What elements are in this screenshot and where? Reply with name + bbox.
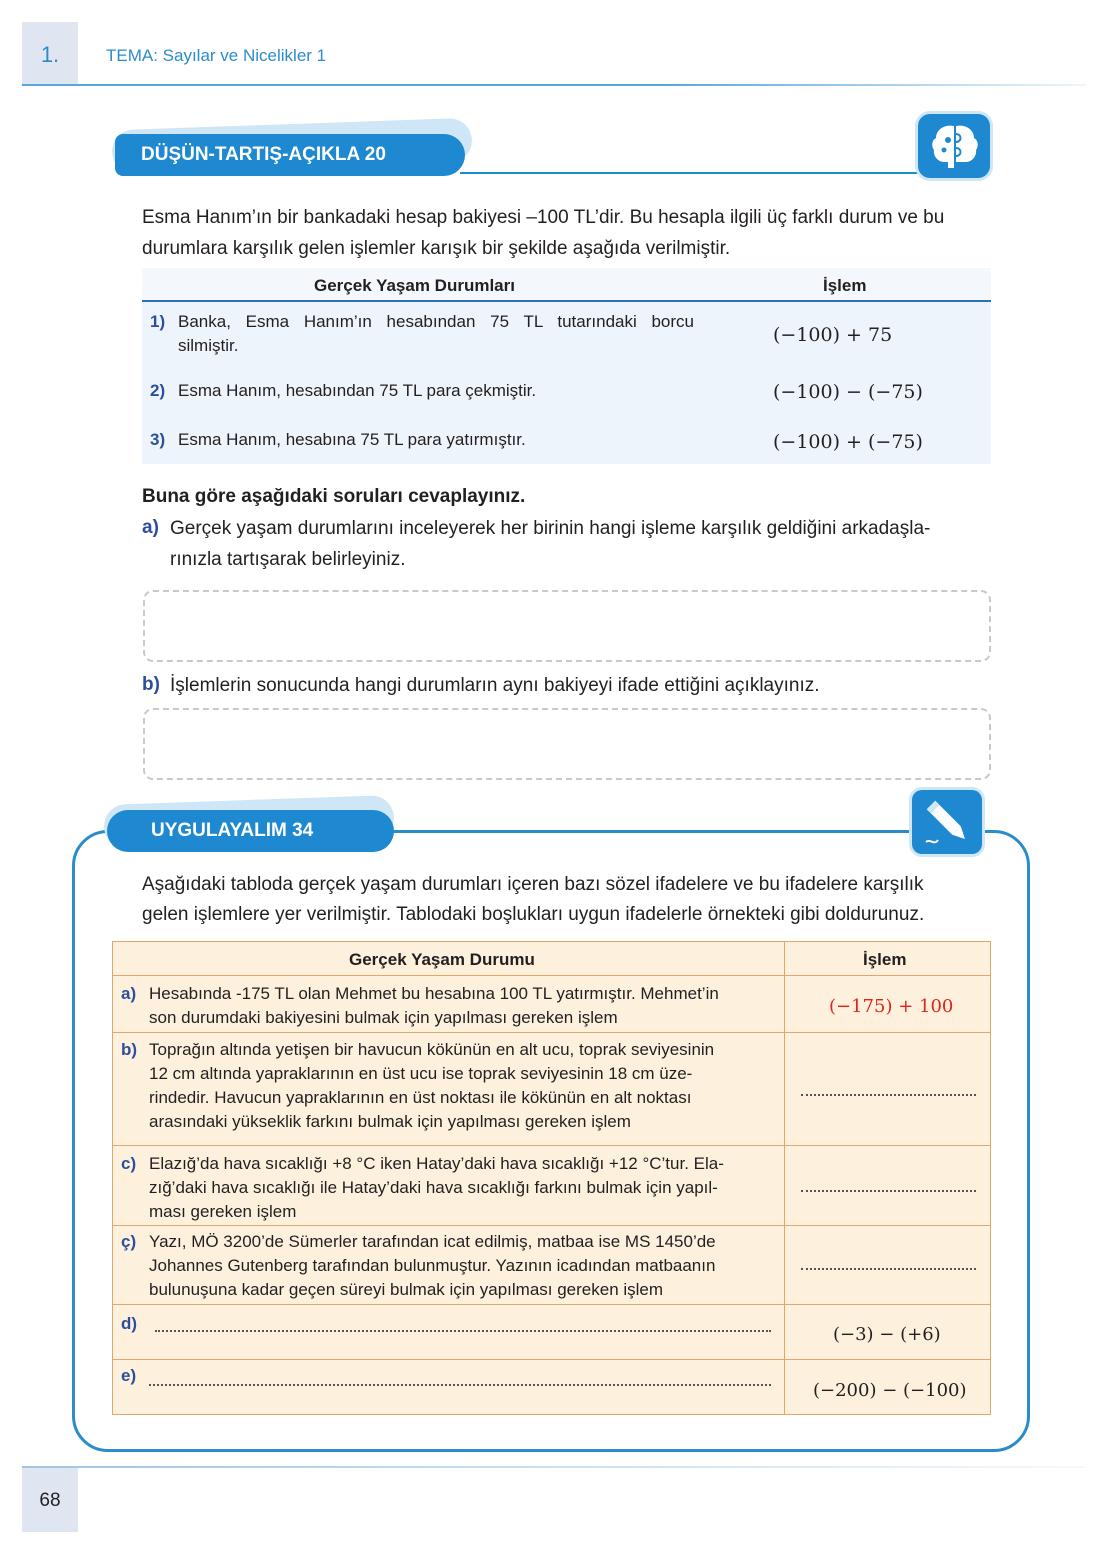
row-text: arasındaki yükseklik farkını bulmak için yapılması gereken işlem	[149, 1112, 631, 1131]
row-text: bulunuşuna kadar geçen süreyi bulmak için yapılması gereken işlem	[149, 1280, 664, 1299]
theme-title: TEMA: Sayılar ve Nicelikler 1	[106, 46, 327, 65]
section1-intro-line1: Esma Hanım’ın bir bankadaki hesap bakiyesi –100 TL’dir. Bu hesapla ilgili üç farklı durum ve bu	[142, 207, 945, 228]
row-letter: e)	[121, 1366, 137, 1385]
example-operation: (−175) + 100	[829, 996, 954, 1017]
row-letter: a)	[121, 984, 137, 1003]
question-b-line1: İşlemlerin sonucunda hangi durumların aynı bakiyeyi ifade ettiğini açıklayınız.	[170, 675, 820, 696]
page-number: 68	[39, 1490, 61, 1511]
question-a-line1: Gerçek yaşam durumlarını inceleyerek her birinin hangi işleme karşılık geldiğini arkadaşla-	[170, 518, 931, 539]
section1-title: DÜŞÜN-TARTIŞ-AÇIKLA 20	[115, 134, 465, 176]
page-number-box	[22, 1468, 78, 1532]
row-text: Yazı, MÖ 3200’de Sümerler tarafından icat edilmiş, matbaa ise MS 1450’de	[149, 1232, 716, 1251]
row-divider	[113, 1032, 990, 1033]
row-divider	[113, 1304, 990, 1305]
row-divider	[113, 1145, 990, 1146]
row-text: 12 cm altında yapraklarının en üst ucu ise toprak seviyesinin 18 cm üze-	[149, 1064, 693, 1083]
row-divider	[113, 1225, 990, 1226]
question-b-letter: b)	[142, 674, 160, 695]
footer-divider	[22, 1466, 1086, 1468]
answer-box-b[interactable]	[143, 708, 991, 780]
row-text: silmiştir.	[178, 336, 239, 355]
section2-intro-line2: gelen işlemlere yer verilmiştir. Tablodaki boşlukları uygun ifadelerle örnekteki gibi doldurunuz.	[142, 904, 925, 925]
row-letter: ç)	[121, 1232, 137, 1251]
section1-rule	[460, 172, 920, 174]
operation-cell: (−200) − (−100)	[813, 1380, 967, 1401]
answer-box-a[interactable]	[143, 590, 991, 662]
chapter-number: 1.	[40, 42, 60, 67]
header-divider	[22, 84, 1086, 86]
row-text: ması gereken işlem	[149, 1202, 297, 1221]
operation-blank[interactable]	[801, 1094, 976, 1096]
situation-blank[interactable]	[149, 1384, 771, 1386]
question-a-line2: rınızla tartışarak belirleyiniz.	[170, 549, 406, 570]
situation-blank[interactable]	[155, 1330, 771, 1332]
row-letter: c)	[121, 1154, 137, 1173]
table-header	[142, 268, 991, 302]
operation-blank[interactable]	[801, 1268, 976, 1270]
row-divider	[113, 1359, 990, 1360]
row-letter: d)	[121, 1314, 138, 1333]
row-text: Esma Hanım, hesabından 75 TL para çekmiştir.	[178, 381, 537, 400]
row-number: 1)	[150, 312, 166, 331]
column-header-operation: İşlem	[823, 276, 867, 295]
section1-intro-line2: durumlara karşılık gelen işlemler karışık bir şekilde aşağıda verilmiştir.	[142, 238, 731, 259]
row-text: Johannes Gutenberg tarafından bulunmuştur. Yazının icadından matbaanın	[149, 1256, 716, 1275]
row-text: Esma Hanım, hesabına 75 TL para yatırmıştır.	[178, 430, 526, 449]
row-letter: b)	[121, 1040, 138, 1059]
row-text: son durumdaki bakiyesini bulmak için yapılması gereken işlem	[149, 1008, 618, 1027]
section2-intro-line1: Aşağıdaki tabloda gerçek yaşam durumları içeren bazı sözel ifadelere ve bu ifadelere karşılık	[142, 874, 924, 895]
situations-table	[142, 268, 991, 464]
exercise-table	[112, 941, 991, 1415]
row-text: Hesabında -175 TL olan Mehmet bu hesabına 100 TL yatırmıştır. Mehmet’in	[149, 984, 719, 1003]
row-text: Banka, Esma Hanım’ın hesabından 75 TL tutarındaki borcu	[178, 312, 694, 331]
row-number: 3)	[150, 430, 166, 449]
pencil-icon	[912, 790, 982, 854]
row-text: Toprağın altında yetişen bir havucun kökünün en alt ucu, toprak seviyesinin	[149, 1040, 715, 1059]
section2-title: UYGULAYALIM 34	[107, 810, 394, 852]
row-text: zığ’daki hava sıcaklığı ile Hatay’daki hava sıcaklığı farkını bulmak için yapıl-	[149, 1178, 718, 1197]
column-header-situations: Gerçek Yaşam Durumları	[314, 276, 515, 295]
column-header-situation: Gerçek Yaşam Durumu	[349, 950, 535, 969]
operation-cell: (−100) + 75	[773, 324, 893, 346]
column-header-operation: İşlem	[863, 950, 907, 969]
chapter-box	[22, 22, 78, 84]
row-text: rindedir. Havucun yapraklarının en üst noktası ile kökünün en alt noktası	[149, 1088, 692, 1107]
brain-puzzle-icon	[918, 114, 990, 178]
questions-title: Buna göre aşağıdaki soruları cevaplayınız.	[142, 486, 526, 507]
row-divider	[113, 975, 990, 976]
row-text: Elazığ’da hava sıcaklığı +8 °C iken Hatay’daki hava sıcaklığı +12 °C’tur. Ela-	[149, 1154, 724, 1173]
column-divider	[784, 942, 785, 1414]
question-a-letter: a)	[142, 517, 159, 538]
operation-blank[interactable]	[801, 1190, 976, 1192]
operation-cell: (−100) − (−75)	[773, 381, 923, 403]
row-number: 2)	[150, 381, 166, 400]
operation-cell: (−100) + (−75)	[773, 431, 923, 453]
operation-cell: (−3) − (+6)	[833, 1324, 941, 1345]
